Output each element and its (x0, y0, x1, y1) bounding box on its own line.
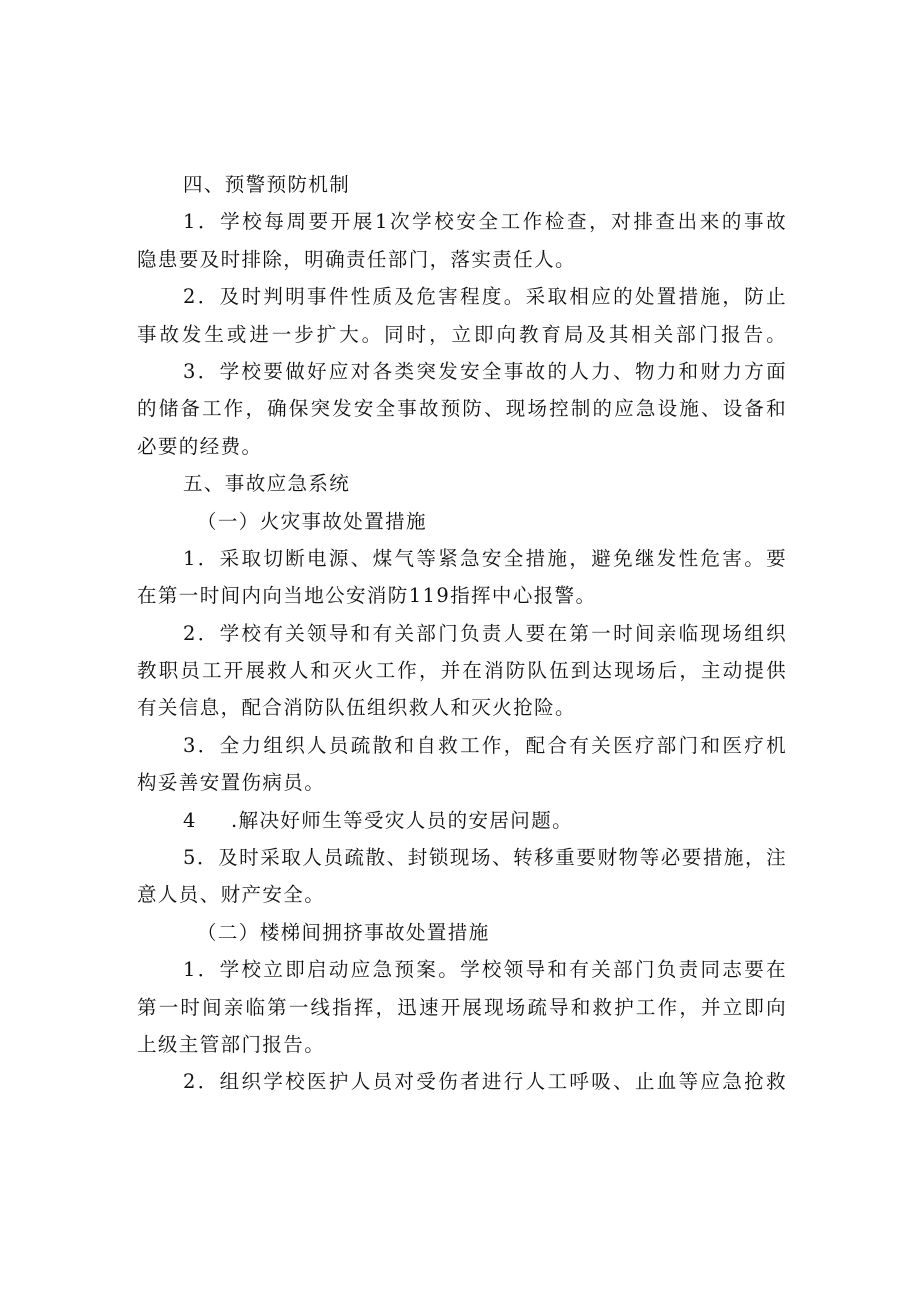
section-heading-emergency: 五、事故应急系统 (183, 472, 351, 496)
paragraph-line: 隐患要及时排除，明确责任部门，落实责任人。 (137, 247, 576, 271)
paragraph-line: 有关信息，配合消防队伍组织救人和灭火抢险。 (137, 696, 576, 720)
paragraph-line: 上级主管部门报告。 (137, 1032, 326, 1056)
paragraph-line: 3．学校要做好应对各类突发安全事故的人力、物力和财力方面 (183, 359, 787, 383)
paragraph-line: 事故发生或进一步扩大。同时，立即向教育局及其相关部门报告。 (137, 322, 787, 346)
subsection-heading-stairwell: （二）楼梯间拥挤事故处置措施 (197, 920, 490, 944)
section-heading-warning: 四、预警预防机制 (183, 173, 351, 196)
item-text: .解决好师生等受灾人员的安居问题。 (231, 808, 573, 832)
document-body (137, 166, 787, 1101)
paragraph-line: 的储备工作，确保突发安全事故预防、现场控制的应急设施、设备和 (137, 397, 787, 421)
paragraph-line: 3．全力组织人员疏散和自救工作，配合有关医疗部门和医疗机 (183, 733, 787, 757)
paragraph-line: 1．学校立即启动应急预案。学校领导和有关部门负责同志要在 (183, 958, 787, 982)
subsection-heading-fire: （一）火灾事故处置措施 (197, 509, 427, 533)
paragraph-line-item-4 (137, 802, 787, 839)
paragraph-line: 2．学校有关领导和有关部门负责人要在第一时间亲临现场组织 (183, 621, 787, 645)
paragraph-line: 必要的经费。 (137, 434, 263, 458)
paragraph-line: 第一时间亲临第一线指挥，迅速开展现场疏导和救护工作，并立即向 (137, 995, 787, 1019)
paragraph-line: 意人员、财产安全。 (137, 883, 326, 907)
paragraph-line: 教职员工开展救人和灭火工作，并在消防队伍到达现场后，主动提供 (137, 659, 787, 683)
item-number: 4 (183, 808, 197, 832)
paragraph-line: 构妥善安置伤病员。 (137, 771, 326, 795)
paragraph-line: 1．学校每周要开展1次学校安全工作检查，对排查出来的事故 (183, 210, 787, 234)
paragraph-line: 在第一时间内向当地公安消防119指挥中心报警。 (137, 584, 597, 608)
paragraph-line: 5．及时采取人员疏散、封锁现场、转移重要财物等必要措施，注 (183, 846, 787, 870)
paragraph-line: 1．采取切断电源、煤气等紧急安全措施，避免继发性危害。要 (183, 546, 787, 570)
paragraph-line: 2．及时判明事件性质及危害程度。采取相应的处置措施，防止 (183, 285, 787, 309)
paragraph-line: 2．组织学校医护人员对受伤者进行人工呼吸、止血等应急抢救 (183, 1070, 787, 1094)
